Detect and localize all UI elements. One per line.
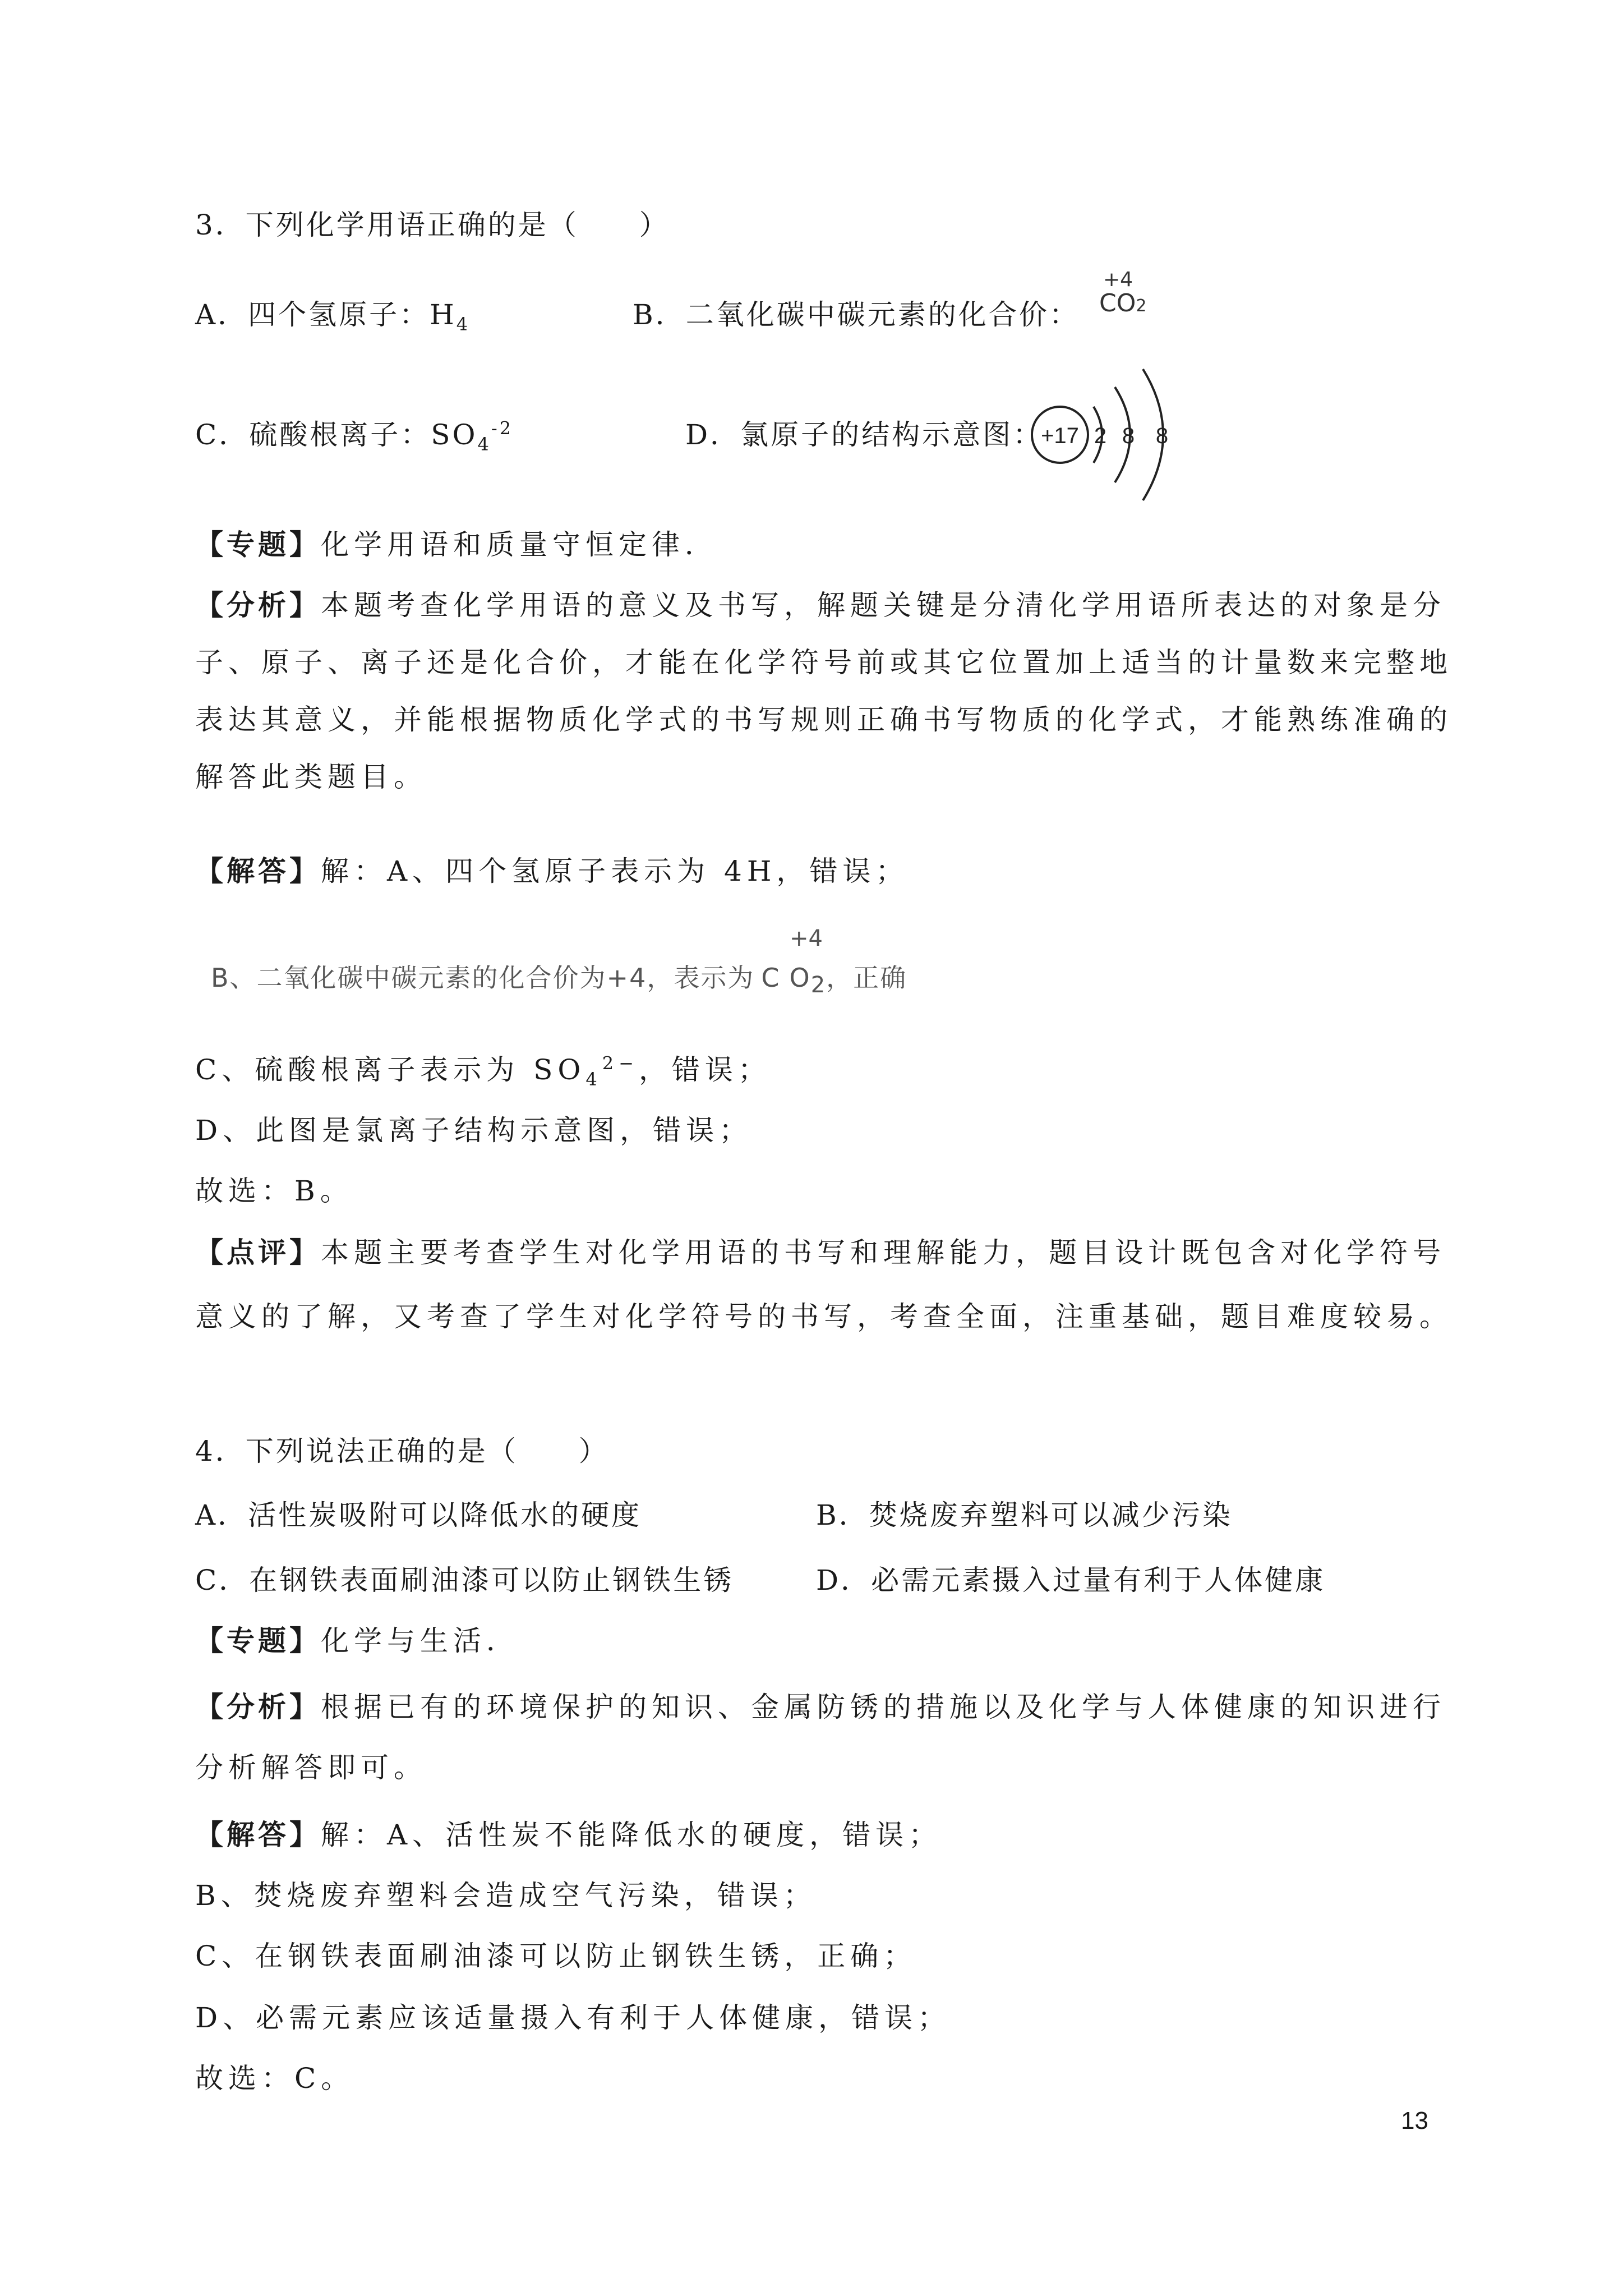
q4-option-b: B．焚烧废弃塑料可以减少污染	[816, 1499, 1233, 1531]
shell-1-count: 2	[1094, 424, 1107, 448]
q3-answer-line-1: 【解答】解：A、四个氢原子表示为 4H，错误；	[195, 855, 909, 887]
q4-answer-choice: 故选：C。	[195, 2062, 354, 2095]
shell-3-count: 8	[1155, 424, 1169, 448]
q3-topic: 【专题】化学用语和质量守恒定律．	[195, 528, 718, 561]
q3-option-b: B．二氧化碳中碳元素的化合价：	[633, 298, 1080, 331]
nucleus-charge: +17	[1041, 424, 1079, 448]
q4-option-c: C．在钢铁表面刷油漆可以防止钢铁生锈	[195, 1564, 734, 1596]
q3-comment-line-2: 意义的了解，又考查了学生对化学符号的书写，考查全面，注重基础，题目难度较易。	[195, 1300, 1453, 1333]
q4-answer-line-4: D、必需元素应该适量摄入有利于人体健康，错误；	[195, 2001, 951, 2034]
q3-option-b-valence: +4	[1103, 268, 1133, 291]
q3-answer-choice: 故选：B。	[195, 1175, 353, 1207]
q3-option-b-formula: CO2	[1099, 289, 1147, 318]
q4-answer-line-2: B、焚烧废弃塑料会造成空气污染，错误；	[195, 1879, 817, 1912]
q4-option-a: A．活性炭吸附可以降低水的硬度	[195, 1499, 642, 1531]
q4-option-d: D．必需元素摄入过量有利于人体健康	[816, 1564, 1326, 1596]
chlorine-structure-diagram	[1015, 359, 1183, 505]
q3-answer-d: D、此图是氯离子结构示意图，错误；	[195, 1114, 753, 1147]
q4-answer-line-1: 【解答】解：A、活性炭不能降低水的硬度，错误；	[195, 1819, 942, 1851]
q3-analysis-line-4: 解答此类题目。	[195, 761, 427, 793]
q3-analysis-line-3: 表达其意义，并能根据物质化学式的书写规则正确书写物质的化学式，才能熟练准确的	[195, 703, 1453, 736]
q3-answer-b-valence: +4	[790, 926, 823, 951]
q3-option-a: A．四个氢原子：$H_4$	[195, 298, 471, 335]
q4-answer-line-3: C、在钢铁表面刷油漆可以防止钢铁生锈，正确；	[195, 1940, 917, 1972]
q3-stem: 3．下列化学用语正确的是（ ）	[195, 209, 670, 241]
q4-analysis-line-1: 【分析】根据已有的环境保护的知识、金属防锈的措施以及化学与人体健康的知识进行	[195, 1691, 1446, 1723]
q4-analysis-line-2: 分析解答即可。	[195, 1751, 427, 1784]
q3-answer-b: B、二氧化碳中碳元素的化合价为+4，表示为 $CO_2$，正确	[211, 963, 907, 999]
q3-option-c: C．硫酸根离子：$SO_4^{-2}$	[195, 417, 514, 455]
q3-option-d: D．氯原子的结构示意图：	[685, 418, 1044, 451]
q3-answer-c: C、硫酸根离子表示为 $SO_4^{2-}$，错误；	[195, 1052, 771, 1090]
q3-comment-line-1: 【点评】本题主要考查学生对化学用语的书写和理解能力，题目设计既包含对化学符号	[195, 1236, 1446, 1269]
q4-stem: 4．下列说法正确的是（ ）	[195, 1435, 609, 1467]
page-number: 13	[1401, 2107, 1428, 2134]
q4-topic: 【专题】化学与生活．	[195, 1625, 519, 1657]
shell-2-count: 8	[1122, 424, 1135, 448]
q3-analysis-line-2: 子、原子、离子还是化合价，才能在化学符号前或其它位置加上适当的计量数来完整地	[195, 646, 1453, 679]
q3-analysis-line-1: 【分析】本题考查化学用语的意义及书写，解题关键是分清化学用语所表达的对象是分	[195, 589, 1446, 622]
